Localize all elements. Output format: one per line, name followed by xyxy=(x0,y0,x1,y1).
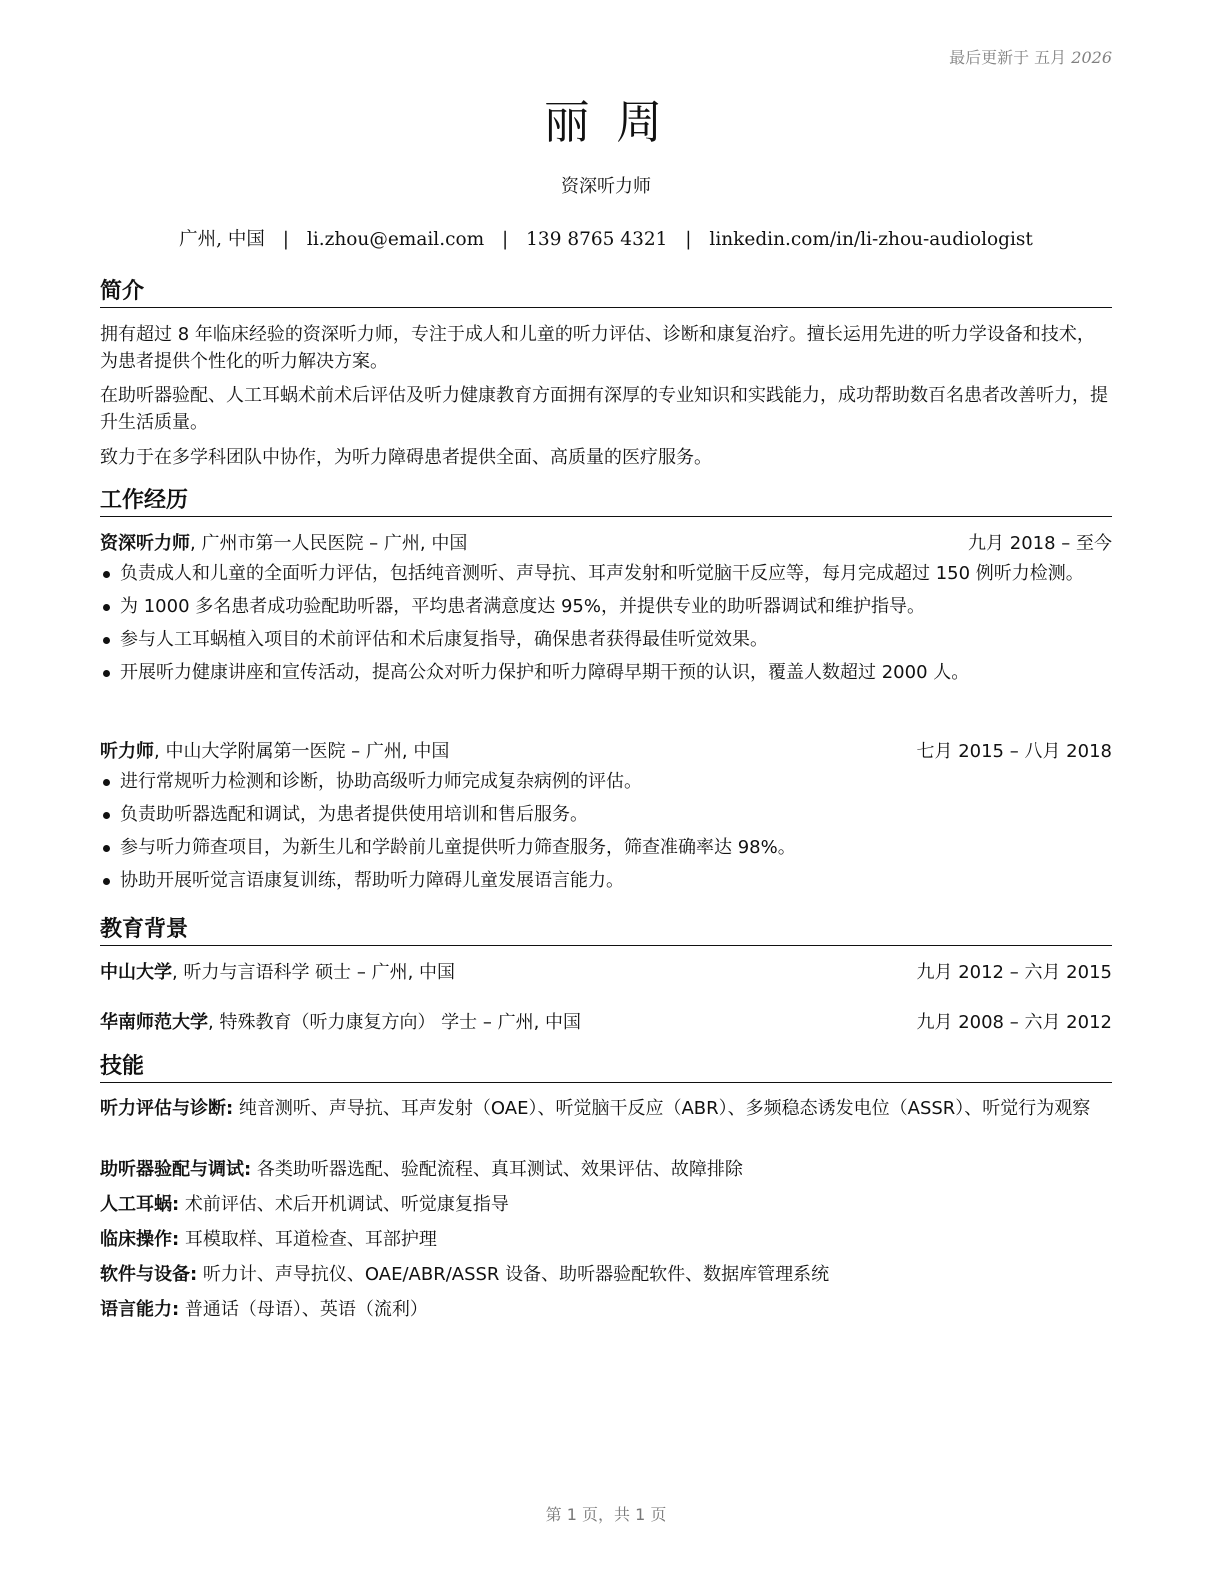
list-item xyxy=(100,868,1112,894)
contact-phone: 139 8765 4321 xyxy=(526,229,668,250)
list-item xyxy=(100,835,1112,861)
skill-item xyxy=(100,1297,1112,1323)
bullet-text: 进行常规听力检测和诊断，协助高级听力师完成复杂病例的评估。 xyxy=(120,771,642,792)
section-title-education: 教育背景 xyxy=(100,916,1112,946)
job-dates: 七月 2015 – 八月 2018 xyxy=(916,741,1112,762)
skill-value: 各类助听器选配、验配流程、真耳测试、效果评估、故障排除 xyxy=(251,1159,743,1180)
skill-item xyxy=(100,1262,1112,1288)
skill-value: 纯音测听、声导抗、耳声发射（OAE）、听觉脑干反应（ABR）、多频稳态诱发电位（ASSR）、听觉行为观察 xyxy=(233,1098,1091,1119)
education-school: 华南师范大学 xyxy=(100,1012,208,1033)
contact-separator: | xyxy=(502,229,509,250)
candidate-name: 丽 周 xyxy=(543,95,669,149)
last-updated-prefix: 最后更新于 xyxy=(949,48,1030,67)
education-item xyxy=(100,960,1112,986)
bullet-icon xyxy=(103,878,110,885)
job-header xyxy=(100,739,1112,765)
job-role: 听力师 xyxy=(100,741,154,762)
skill-label: 软件与设备: xyxy=(100,1264,198,1285)
resume-page xyxy=(100,0,1112,1584)
candidate-headline: 资深听力师 xyxy=(561,176,651,197)
last-updated-year: 2026 xyxy=(1071,48,1112,67)
education-dates: 九月 2008 – 六月 2012 xyxy=(916,1012,1112,1033)
job-role: 资深听力师 xyxy=(100,533,190,554)
bullet-text: 负责成人和儿童的全面听力评估，包括纯音测听、声导抗、耳声发射和听觉脑干反应等，每月完成超过 150 例听力检测。 xyxy=(120,563,1084,584)
section-title-experience: 工作经历 xyxy=(100,487,1112,517)
bullet-text: 为 1000 多名患者成功验配助听器，平均患者满意度达 95%，并提供专业的助听器调试和维护指导。 xyxy=(120,596,925,617)
bullet-icon xyxy=(103,779,110,786)
job-bullets xyxy=(100,769,1112,901)
job-dates: 九月 2018 – 至今 xyxy=(968,533,1112,554)
summary-paragraph: 拥有超过 8 年临床经验的资深听力师，专注于成人和儿童的听力评估、诊断和康复治疗。擅长运用先进的听力学设备和技术，为患者提供个性化的听力解决方案。 xyxy=(100,324,1095,372)
list-item xyxy=(100,802,1112,828)
bullet-text: 负责助听器选配和调试，为患者提供使用培训和售后服务。 xyxy=(120,804,588,825)
skill-item xyxy=(100,1227,1112,1253)
education-dates: 九月 2012 – 六月 2015 xyxy=(916,962,1112,983)
contact-location: 广州, 中国 xyxy=(179,229,265,250)
bullet-icon xyxy=(103,845,110,852)
list-item xyxy=(100,660,1112,686)
skill-value: 术前评估、术后开机调试、听觉康复指导 xyxy=(179,1194,509,1215)
section-title-summary: 简介 xyxy=(100,278,1112,308)
skill-label: 临床操作: xyxy=(100,1229,180,1250)
contact-line xyxy=(100,225,1112,251)
education-detail: , 特殊教育（听力康复方向） 学士 – 广州, 中国 xyxy=(208,1012,582,1033)
bullet-icon xyxy=(103,604,110,611)
list-item xyxy=(100,769,1112,795)
skill-item xyxy=(100,1157,1112,1183)
education-school: 中山大学 xyxy=(100,962,172,983)
contact-linkedin[interactable]: linkedin.com/in/li-zhou-audiologist xyxy=(709,229,1033,250)
skill-label: 助听器验配与调试: xyxy=(100,1159,252,1180)
bullet-icon xyxy=(103,670,110,677)
skill-item xyxy=(100,1192,1112,1218)
bullet-text: 参与听力筛查项目，为新生儿和学龄前儿童提供听力筛查服务，筛查准确率达 98%。 xyxy=(120,837,796,858)
summary-paragraph: 致力于在多学科团队中协作，为听力障碍患者提供全面、高质量的医疗服务。 xyxy=(100,447,712,468)
contact-separator: | xyxy=(685,229,692,250)
bullet-text: 参与人工耳蜗植入项目的术前评估和术后康复指导，确保患者获得最佳听觉效果。 xyxy=(120,629,768,650)
contact-email[interactable]: li.zhou@email.com xyxy=(306,229,485,250)
skill-item xyxy=(100,1096,1112,1122)
skill-label: 人工耳蜗: xyxy=(100,1194,180,1215)
job-org: , 中山大学附属第一医院 – 广州, 中国 xyxy=(154,741,450,762)
list-item xyxy=(100,561,1112,587)
job-header xyxy=(100,531,1112,557)
skill-label: 听力评估与诊断: xyxy=(100,1098,234,1119)
list-item xyxy=(100,627,1112,653)
last-updated-month: 五月 xyxy=(1034,48,1067,67)
bullet-icon xyxy=(103,637,110,644)
section-title-skills: 技能 xyxy=(100,1053,1112,1083)
last-updated xyxy=(949,45,1112,68)
list-item xyxy=(100,594,1112,620)
contact-separator: | xyxy=(282,229,290,250)
bullet-text: 开展听力健康讲座和宣传活动，提高公众对听力保护和听力障碍早期干预的认识，覆盖人数超过 2000 人。 xyxy=(120,662,970,683)
education-detail: , 听力与言语科学 硕士 – 广州, 中国 xyxy=(172,962,456,983)
skill-value: 普通话（母语）、英语（流利） xyxy=(179,1299,428,1320)
bullet-icon xyxy=(103,812,110,819)
job-org: , 广州市第一人民医院 – 广州, 中国 xyxy=(190,533,468,554)
page-footer: 第 1 页，共 1 页 xyxy=(545,1505,667,1524)
job-bullets xyxy=(100,561,1112,693)
skill-value: 听力计、声导抗仪、OAE/ABR/ASSR 设备、助听器验配软件、数据库管理系统 xyxy=(197,1264,830,1285)
bullet-icon xyxy=(103,571,110,578)
education-item xyxy=(100,1010,1112,1036)
skill-label: 语言能力: xyxy=(100,1299,180,1320)
bullet-text: 协助开展听觉言语康复训练，帮助听力障碍儿童发展语言能力。 xyxy=(120,870,624,891)
skill-value: 耳模取样、耳道检查、耳部护理 xyxy=(179,1229,437,1250)
summary-paragraph: 在助听器验配、人工耳蜗术前术后评估及听力健康教育方面拥有深厚的专业知识和实践能力，成功帮助数百名患者改善听力，提升生活质量。 xyxy=(100,385,1108,433)
